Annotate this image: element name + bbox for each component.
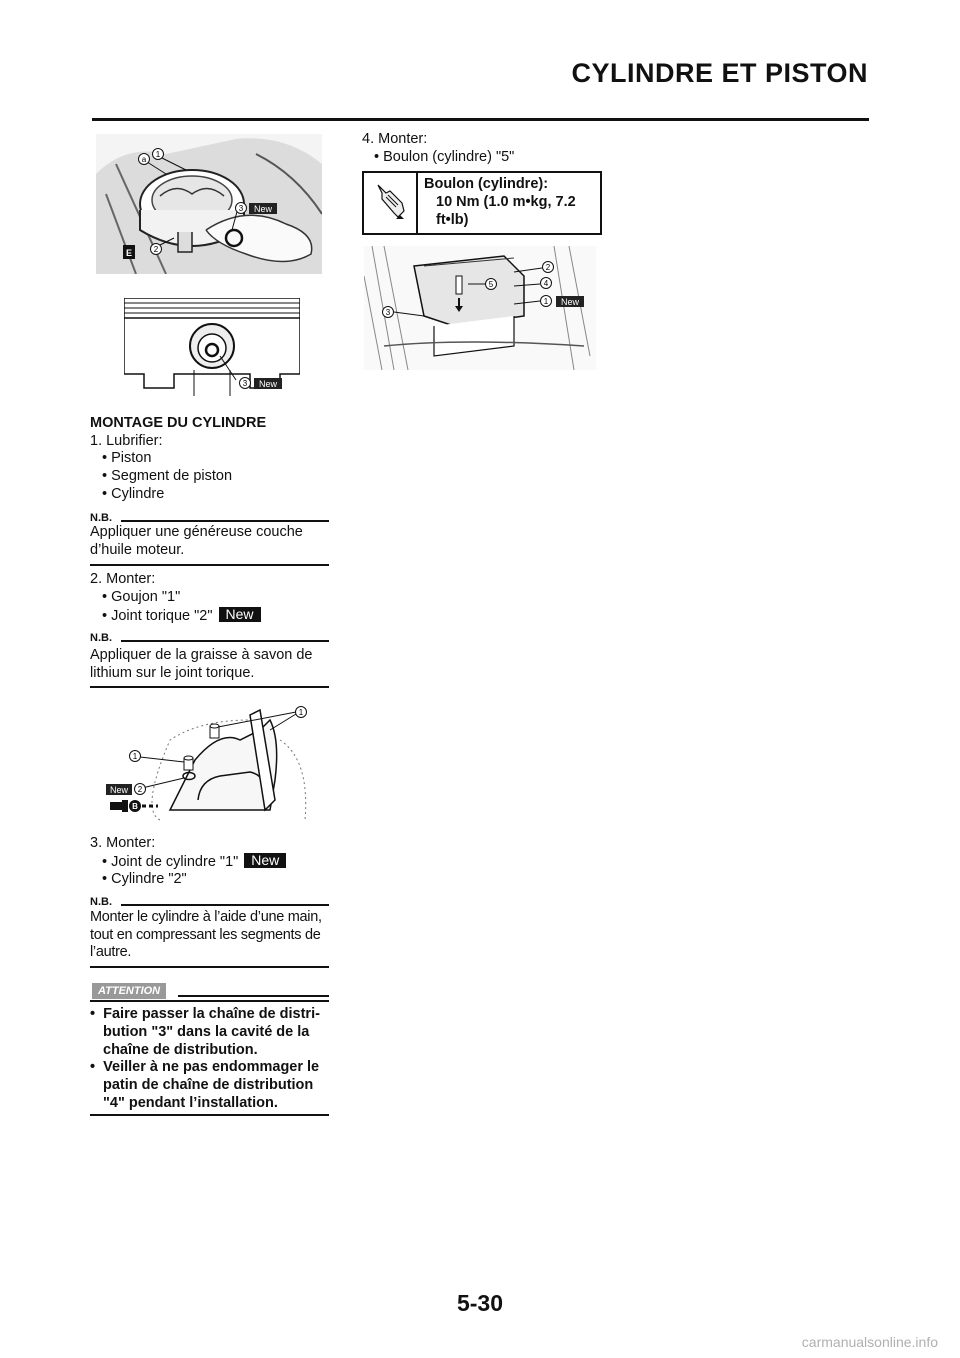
cylinder-bolt-illustration (364, 246, 596, 370)
attention-end-rule (90, 1114, 329, 1116)
spec-line3: ft•lb) (436, 212, 469, 228)
attention-rule (90, 1000, 329, 1002)
step2-item: • Joint torique "2" New (102, 607, 261, 626)
step2-item: • Goujon "1" (102, 589, 181, 605)
fig2-label-3: 3 (242, 379, 248, 388)
fig1-label-3: 3 (238, 204, 244, 213)
attention-badge: ATTENTION (92, 983, 166, 999)
step2-label: 2. Monter: (90, 571, 156, 587)
nb2-text: Appliquer de la graisse à savon de lithium sur le joint torique. (90, 647, 313, 681)
step1-item: • Piston (102, 450, 152, 466)
attention-rule-short (178, 995, 329, 997)
spec-line2: 10 Nm (1.0 m•kg, 7.2 (436, 194, 576, 210)
nb3-text: Monter le cylindre à l’aide d’une main, tout en compressant les segments de l’autre. (90, 909, 322, 960)
watermark: carmanualsonline.info (801, 1334, 938, 1350)
nb1-tag: N.B. (90, 512, 112, 524)
step3-new-badge: New (244, 853, 286, 868)
nb3-rule (121, 904, 329, 906)
nb1-text: Appliquer une généreuse couche d’huile moteur. (90, 524, 303, 558)
fig3-label-b: B (132, 802, 138, 811)
fig1-label-1: 1 (155, 150, 161, 159)
nb3-end-rule (90, 966, 329, 968)
fig2-new-badge: New (258, 379, 278, 389)
fig3-label-2: 2 (137, 785, 143, 794)
bolt-torque-icon (372, 179, 410, 227)
attention-bullet: • Faire passer la chaîne de distri- (90, 1006, 320, 1022)
section-heading: MONTAGE DU CYLINDRE (90, 415, 267, 431)
fig1-label-e: E (125, 248, 133, 258)
header-rule (92, 118, 869, 121)
step2-new-badge: New (219, 607, 261, 622)
fig4-label-5: 5 (488, 280, 494, 289)
fig4-label-2: 2 (545, 263, 551, 272)
fig4-label-4: 4 (543, 279, 549, 288)
step1-item: • Segment de piston (102, 468, 233, 484)
page-title: CYLINDRE ET PISTON (571, 58, 868, 88)
fig4-label-3: 3 (385, 308, 391, 317)
attention-bullet-cont: "4" pendant l’installation. (103, 1095, 278, 1111)
nb1-rule (121, 520, 329, 522)
attention-bullet-cont: bution "3" dans la cavité de la (103, 1024, 310, 1040)
step1-label: 1. Lubrifier: (90, 433, 163, 449)
dowel-oring-illustration (100, 700, 322, 828)
fig3-label-1a: 1 (298, 708, 304, 717)
step3-item: • Joint de cylindre "1" New (102, 853, 286, 872)
nb3-tag: N.B. (90, 896, 112, 908)
nb2-tag: N.B. (90, 632, 112, 644)
step3-item: • Cylindre "2" (102, 871, 187, 887)
nb1-end-rule (90, 564, 329, 566)
nb2-rule (121, 640, 329, 642)
fig1-new-badge: New (253, 204, 273, 214)
fig3-new-badge: New (109, 785, 129, 795)
torque-spec-box (362, 171, 602, 235)
attention-bullet: • Veiller à ne pas endommager le (90, 1059, 320, 1075)
fig3-label-1b: 1 (132, 752, 138, 761)
step4-item: • Boulon (cylindre) "5" (374, 149, 515, 165)
fig4-label-1: 1 (543, 297, 549, 306)
attention-bullet-cont: chaîne de distribution. (103, 1042, 258, 1058)
fig1-label-a: a (141, 155, 147, 164)
page-number: 5-30 (456, 1290, 504, 1316)
step3-label: 3. Monter: (90, 835, 156, 851)
fig1-label-2: 2 (153, 245, 159, 254)
piston-pin-clip-illustration (96, 134, 322, 274)
piston-section-illustration (124, 298, 300, 396)
attention-bullet-cont: patin de chaîne de distribution (103, 1077, 314, 1093)
fig4-new-badge: New (560, 297, 580, 307)
step4-label: 4. Monter: (362, 131, 428, 147)
spec-line1: Boulon (cylindre): (424, 176, 549, 192)
step1-item: • Cylindre (102, 486, 165, 502)
nb2-end-rule (90, 686, 329, 688)
